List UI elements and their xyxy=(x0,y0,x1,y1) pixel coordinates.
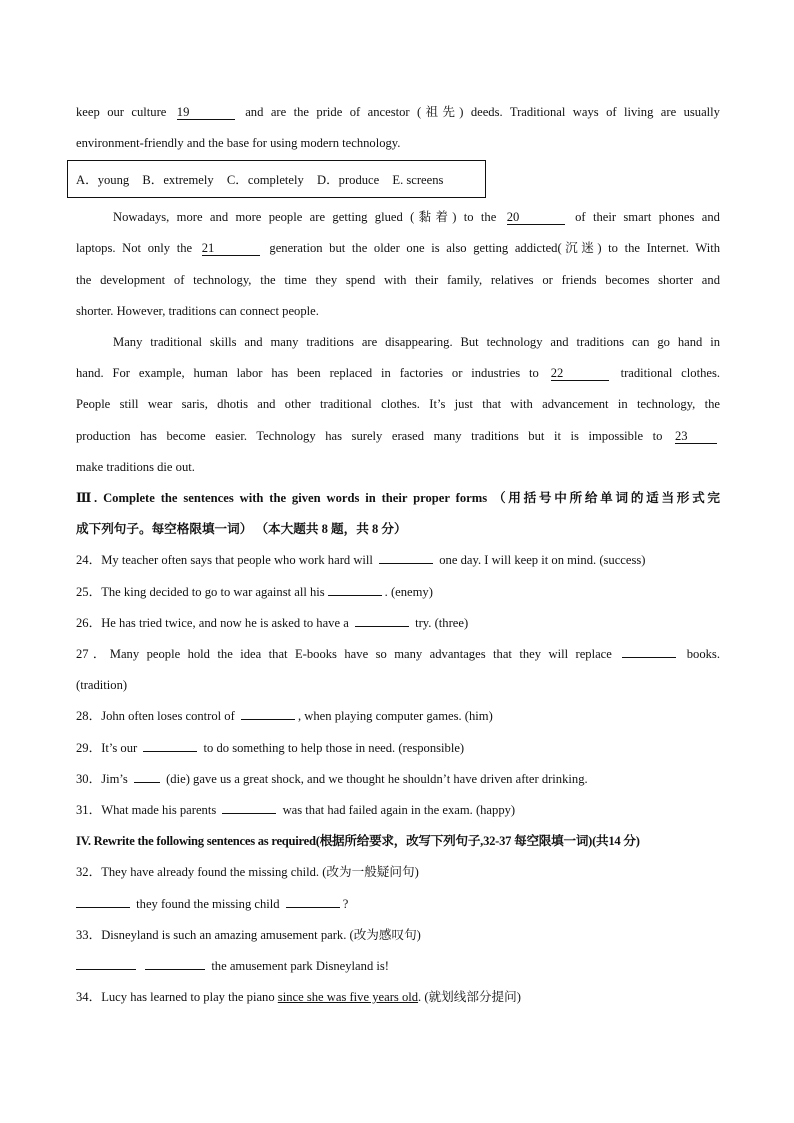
option-c: C．completely xyxy=(226,173,304,187)
passage-line xyxy=(76,364,720,382)
section-3-heading-cont: 成下列句子。每空格限填一词） （本大题共 8 题，共 8 分） xyxy=(76,522,407,536)
text: 25．The king decided to go to war against all his xyxy=(76,585,325,599)
text: of their smart phones and xyxy=(575,210,720,224)
passage-line xyxy=(76,427,720,445)
option-a: A．young xyxy=(76,173,130,187)
text: laptops. Not only the xyxy=(76,241,193,255)
blank-22[interactable]: 22 xyxy=(551,367,609,381)
text: 30．Jim’s xyxy=(76,772,128,786)
text: and are the pride of ancestor (祖先) deeds. Traditional ways of living are usually xyxy=(245,105,720,119)
option-d: D．produce xyxy=(316,173,380,187)
answer-blank-24[interactable] xyxy=(379,563,433,564)
text: 34．Lucy has learned to play the piano xyxy=(76,990,275,1004)
option-e: E. screens xyxy=(392,173,444,187)
question-31 xyxy=(76,801,720,819)
answer-blank-31[interactable] xyxy=(222,813,276,814)
text: one day. I will keep it on mind. (success) xyxy=(439,553,646,567)
blank-23[interactable]: 23 xyxy=(675,430,717,444)
question-27 xyxy=(76,645,720,663)
text: the amusement park Disneyland is! xyxy=(211,959,389,973)
question-29 xyxy=(76,739,720,757)
text: books. xyxy=(686,647,720,661)
question-25 xyxy=(76,583,720,601)
text: traditional clothes. xyxy=(620,366,721,380)
answer-line-33 xyxy=(76,957,720,975)
question-27-cont: (tradition) xyxy=(76,678,128,692)
question-30 xyxy=(76,770,720,788)
text: hand. For example, human labor has been replaced in factories or industries to xyxy=(76,366,539,380)
options-line xyxy=(76,171,481,189)
answer-line-32 xyxy=(76,895,720,913)
text: 28．John often loses control of xyxy=(76,709,235,723)
option-b: B．extremely xyxy=(142,173,214,187)
passage-line: People still wear saris, dhotis and other traditional clothes. It’s just that with advancement in technology, the xyxy=(76,397,720,411)
text: was that had failed again in the exam. (happy) xyxy=(282,803,516,817)
text: generation but the older one is also getting addicted(沉迷) to the Internet. With xyxy=(269,241,720,255)
text: 29．It’s our xyxy=(76,741,138,755)
passage-line: the development of technology, the time they spend with their family, relatives or friends becomes shorter and xyxy=(76,273,720,287)
answer-blank-25[interactable] xyxy=(328,595,382,596)
answer-blank-26[interactable] xyxy=(355,626,409,627)
passage-line: Many traditional skills and many traditions are disappearing. But technology and traditions can go hand in xyxy=(113,335,720,349)
passage-line xyxy=(113,208,720,226)
question-34 xyxy=(76,988,720,1006)
blank-20[interactable]: 20 xyxy=(507,211,565,225)
text: . (enemy) xyxy=(384,585,433,599)
text: , when playing computer games. (him) xyxy=(297,709,493,723)
text: production has become easier. Technology has surely erased many traditions but it is impossible to xyxy=(76,429,663,443)
passage-line: environment-friendly and the base for using modern technology. xyxy=(76,136,401,150)
answer-blank-33a[interactable] xyxy=(76,969,136,970)
question-24 xyxy=(76,551,720,569)
answer-blank-29[interactable] xyxy=(143,751,197,752)
text: Nowadays, more and more people are getting glued (黏着) to the xyxy=(113,210,497,224)
text: 27．Many people hold the idea that E-books have so many advantages that they will replace xyxy=(76,647,612,661)
question-33: 33．Disneyland is such an amazing amusement park. (改为感叹句) xyxy=(76,928,421,942)
question-32: 32．They have already found the missing child. (改为一般疑问句) xyxy=(76,865,419,879)
word-options-box xyxy=(67,160,486,198)
text: . (就划线部分提问) xyxy=(418,990,521,1004)
text: keep our culture xyxy=(76,105,167,119)
text: to do something to help those in need. (responsible) xyxy=(203,741,465,755)
answer-blank-32b[interactable] xyxy=(286,907,340,908)
text: 26．He has tried twice, and now he is asked to have a xyxy=(76,616,349,630)
question-26 xyxy=(76,614,720,632)
blank-19[interactable]: 19 xyxy=(177,106,235,120)
answer-blank-27[interactable] xyxy=(622,657,676,658)
text: 31．What made his parents xyxy=(76,803,217,817)
blank-21[interactable]: 21 xyxy=(202,242,260,256)
answer-blank-32a[interactable] xyxy=(76,907,130,908)
text: (die) gave us a great shock, and we thought he shouldn’t have driven after drinking. xyxy=(166,772,588,786)
passage-line: make traditions die out. xyxy=(76,460,195,474)
text: they found the missing child xyxy=(136,897,280,911)
passage-line xyxy=(76,239,720,257)
text: ? xyxy=(342,897,349,911)
text: 24．My teacher often says that people who work hard will xyxy=(76,553,373,567)
passage-line: shorter. However, traditions can connect people. xyxy=(76,304,319,318)
section-4-heading: IV. Rewrite the following sentences as required(根据所给要求，改写下列句子,32-37 每空限填一词)(共14 分) xyxy=(76,834,640,848)
passage-line xyxy=(76,103,720,121)
answer-blank-30[interactable] xyxy=(134,782,160,783)
section-3-heading: Ⅲ. Complete the sentences with the given words in their proper forms （用括号中所给单词的适当形式完 xyxy=(76,491,720,505)
text: try. (three) xyxy=(415,616,469,630)
answer-blank-28[interactable] xyxy=(241,719,295,720)
underlined-phrase: since she was five years old xyxy=(277,990,419,1004)
answer-blank-33b[interactable] xyxy=(145,969,205,970)
question-28 xyxy=(76,707,720,725)
